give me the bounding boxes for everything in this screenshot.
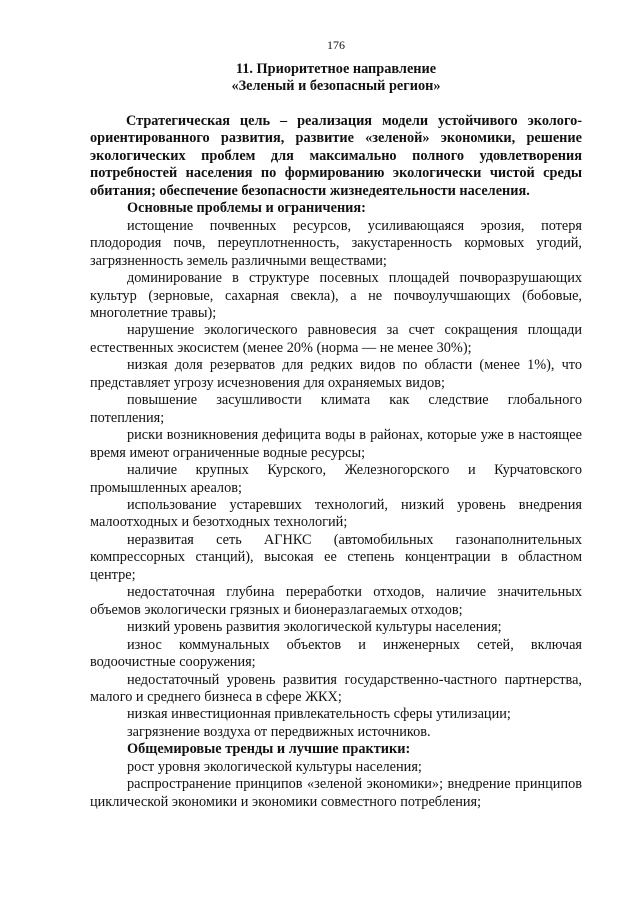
section-heading-line-1: 11. Приоритетное направление (235, 61, 437, 77)
list-item: загрязнение воздуха от передвижных источников. (127, 723, 431, 740)
trends-subheading: Общемировые тренды и лучшие практики: (127, 741, 411, 758)
list-item: наличие крупных Курского, Железногорского и Курчатовского промышленных ареалов; (90, 462, 582, 496)
list-item: истощение почвенных ресурсов, усиливающаяся эрозия, потеря плодородия почв, переуплотненность, закустаренность кормовых угодий, загрязненность земель различными веществами; (90, 217, 582, 269)
list-item: рост уровня экологической культуры населения; (127, 758, 422, 775)
section-heading-line-2: «Зеленый и безопасный регион» (231, 78, 441, 94)
list-item: распространение принципов «зеленой экономики»; внедрение принципов циклической экономики и экономики совместного потребления; (90, 776, 582, 810)
section-heading (90, 61, 582, 95)
list-item: неразвитая сеть АГНКС (автомобильных газонаполнительных компрессорных станций), высокая ее степень концентрации в областном центре; (90, 531, 582, 583)
list-item: низкая инвестиционная привлекательность сферы утилизации; (127, 706, 511, 723)
list-item: низкая доля резерватов для редких видов по области (менее 1%), что представляет угрозу исчезновения для охраняемых видов; (90, 357, 582, 391)
document-body (90, 113, 582, 811)
problems-list (90, 218, 582, 742)
trends-list (90, 759, 582, 811)
list-item: доминирование в структуре посевных площадей почворазрушающих культур (зерновые, сахарная свекла), а не почвоулучшающих (бобовые, многолетние травы); (90, 270, 582, 321)
list-item: повышение засушливости климата как следствие глобального потепления; (90, 392, 582, 426)
list-item: нарушение экологического равновесия за счет сокращения площади естественных экосистем (менее 20% (норма — не менее 30%); (90, 322, 582, 356)
list-item: низкий уровень развития экологической культуры населения; (127, 619, 502, 636)
list-item: недостаточный уровень развития государственно-частного партнерства, малого и среднего бизнеса в сфере ЖКХ; (90, 671, 582, 705)
page-number: 176 (327, 38, 345, 52)
problems-subheading: Основные проблемы и ограничения: (127, 200, 366, 217)
list-item: риски возникновения дефицита воды в районах, которые уже в настоящее время имеют ограниченные водные ресурсы; (90, 427, 582, 461)
list-item: использование устаревших технологий, низкий уровень внедрения малоотходных и безотходных технологий; (90, 496, 582, 531)
list-item: недостаточная глубина переработки отходов, наличие значительных объемов экологически грязных и бионеразлагаемых отходов; (90, 584, 582, 618)
strategic-goal-paragraph: Стратегическая цель – реализация модели устойчивого эколого-ориентированного развития, развитие «зеленой» экономики, решение экологических проблем для максимально полного удовлетворения потребностей населения по формированию экологически чистой среды обитания; обеспечение безопасности жизнедеятельности населения. (90, 113, 582, 199)
list-item: износ коммунальных объектов и инженерных сетей, включая водоочистные сооружения; (90, 636, 582, 671)
